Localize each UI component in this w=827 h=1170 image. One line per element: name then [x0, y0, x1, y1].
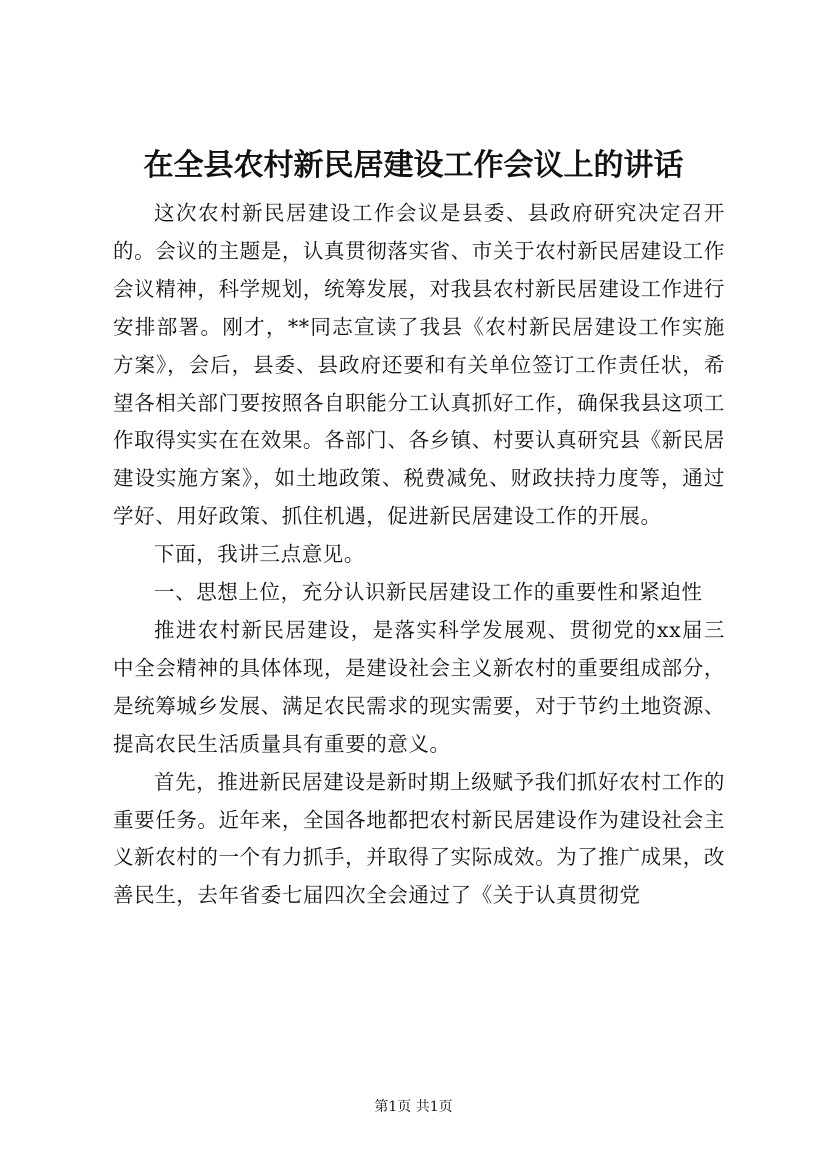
document-title: 在全县农村新民居建设工作会议上的讲话	[143, 148, 684, 183]
document-body	[113, 195, 725, 915]
paragraph-first-point: 首先，推进新民居建设是新时期上级赋予我们抓好农村工作的重要任务。近年来，全国各地都把农村新民居建设作为建设社会主义新农村的一个有力抓手，并取得了实际成效。为了推广成果，改善民生，去年省委七届四次全会通过了《关于认真贯彻党	[113, 769, 725, 908]
page-footer: 第1页 共1页	[374, 1099, 453, 1115]
paragraph-three-points: 下面，我讲三点意见。	[154, 542, 365, 567]
paragraph-intro: 这次农村新民居建设工作会议是县委、县政府研究决定召开的。会议的主题是，认真贯彻落实省、市关于农村新民居建设工作会议精神，科学规划，统筹发展，对我县农村新民居建设工作进行安排部署。刚才，**同志宣读了我县《农村新民居建设工作实施方案》，会后，县委、县政府还要和有关单位签订工作责任状，希望各相关部门要按照各自职能分工认真抓好工作，确保我县这项工作取得实实在在效果。各部门、各乡镇、村要认真研究县《新民居建设实施方案》，如土地政策、税费减免、财政扶持力度等，通过学好、用好政策、抓住机遇，促进新民居建设工作的开展。	[113, 201, 725, 529]
section-heading-1: 一、思想上位，充分认识新民居建设工作的重要性和紧迫性	[154, 580, 703, 605]
paragraph-significance: 推进农村新民居建设，是落实科学发展观、贯彻党的xx届三中全会精神的具体体现，是建设社会主义新农村的重要组成部分，是统筹城乡发展、满足农民需求的现实需要，对于节约土地资源、提高农民生活质量具有重要的意义。	[113, 617, 725, 756]
